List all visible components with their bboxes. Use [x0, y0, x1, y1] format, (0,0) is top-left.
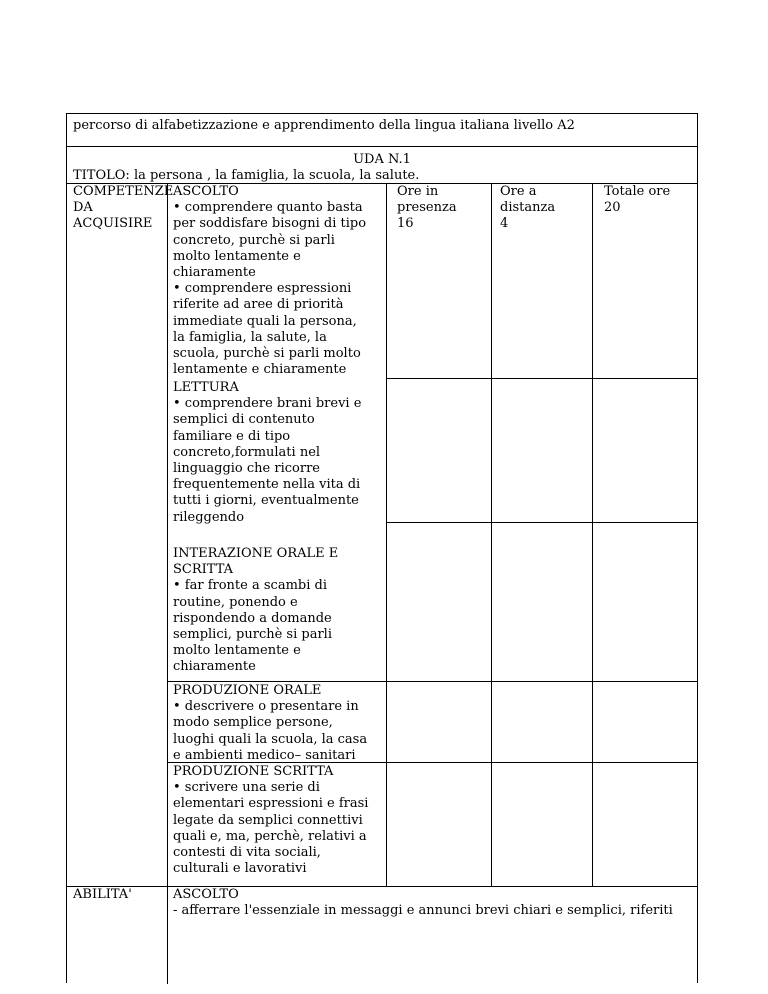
ore-presenza: Ore in presenza 16	[397, 184, 457, 232]
row-divider	[167, 762, 697, 763]
header-divider	[67, 146, 697, 147]
section-produzione-orale: PRODUZIONE ORALE • descrivere o presentare in modo semplice persone, luoghi quali la scuola, la casa e ambienti medico– sanitari	[173, 683, 368, 763]
section-interazione: INTERAZIONE ORALE E SCRITTA • far fronte a scambi di routine, ponendo e rispondendo a domande semplici, purchè si parli molto lentamente e chiaramente	[173, 546, 339, 675]
totale-ore: Totale ore 20	[604, 184, 671, 216]
col-divider-1	[167, 183, 168, 984]
uda-table	[66, 113, 698, 983]
ore-distanza: Ore a distanza 4	[500, 184, 556, 232]
col-divider-2	[386, 183, 387, 886]
uda-title: TITOLO: la persona , la famiglia, la scuola, la salute.	[73, 168, 420, 183]
col-divider-3	[491, 183, 492, 886]
abilita-label: ABILITA'	[73, 887, 132, 902]
section-lettura: LETTURA • comprendere brani brevi e semplici di contenuto familiare e di tipo concreto,formulati nel linguaggio che ricorre frequentemente nella vita di tutti i giorni, eventualmente rileggendo	[173, 380, 362, 525]
uda-number: UDA N.1	[353, 152, 411, 167]
section-ascolto: ASCOLTO • comprendere quanto basta per soddisfare bisogni di tipo concreto, purchè si parli molto lentamente e chiaramente • comprendere espressioni riferite ad aree di priorità immediate quali la persona, la famiglia, la salute, la scuola, purchè si parli molto lentamente e chiaramente	[173, 184, 367, 378]
row-divider	[386, 378, 697, 379]
section-produzione-scritta: PRODUZIONE SCRITTA • scrivere una serie di elementari espressioni e frasi legate da semplici connettivi quali e, ma, perchè, relativi a contesti di vita sociali, culturali e lavorativi	[173, 764, 369, 877]
competenze-label: COMPETENZE DA ACQUISIRE	[73, 184, 174, 232]
course-title: percorso di alfabetizzazione e apprendimento della lingua italiana livello A2	[73, 118, 575, 133]
col-divider-4	[592, 183, 593, 886]
row-divider	[167, 681, 697, 682]
row-divider	[386, 522, 697, 523]
section-abilita-ascolto: ASCOLTO - afferrare l'essenziale in messaggi e annunci brevi chiari e semplici, riferiti	[173, 887, 673, 919]
